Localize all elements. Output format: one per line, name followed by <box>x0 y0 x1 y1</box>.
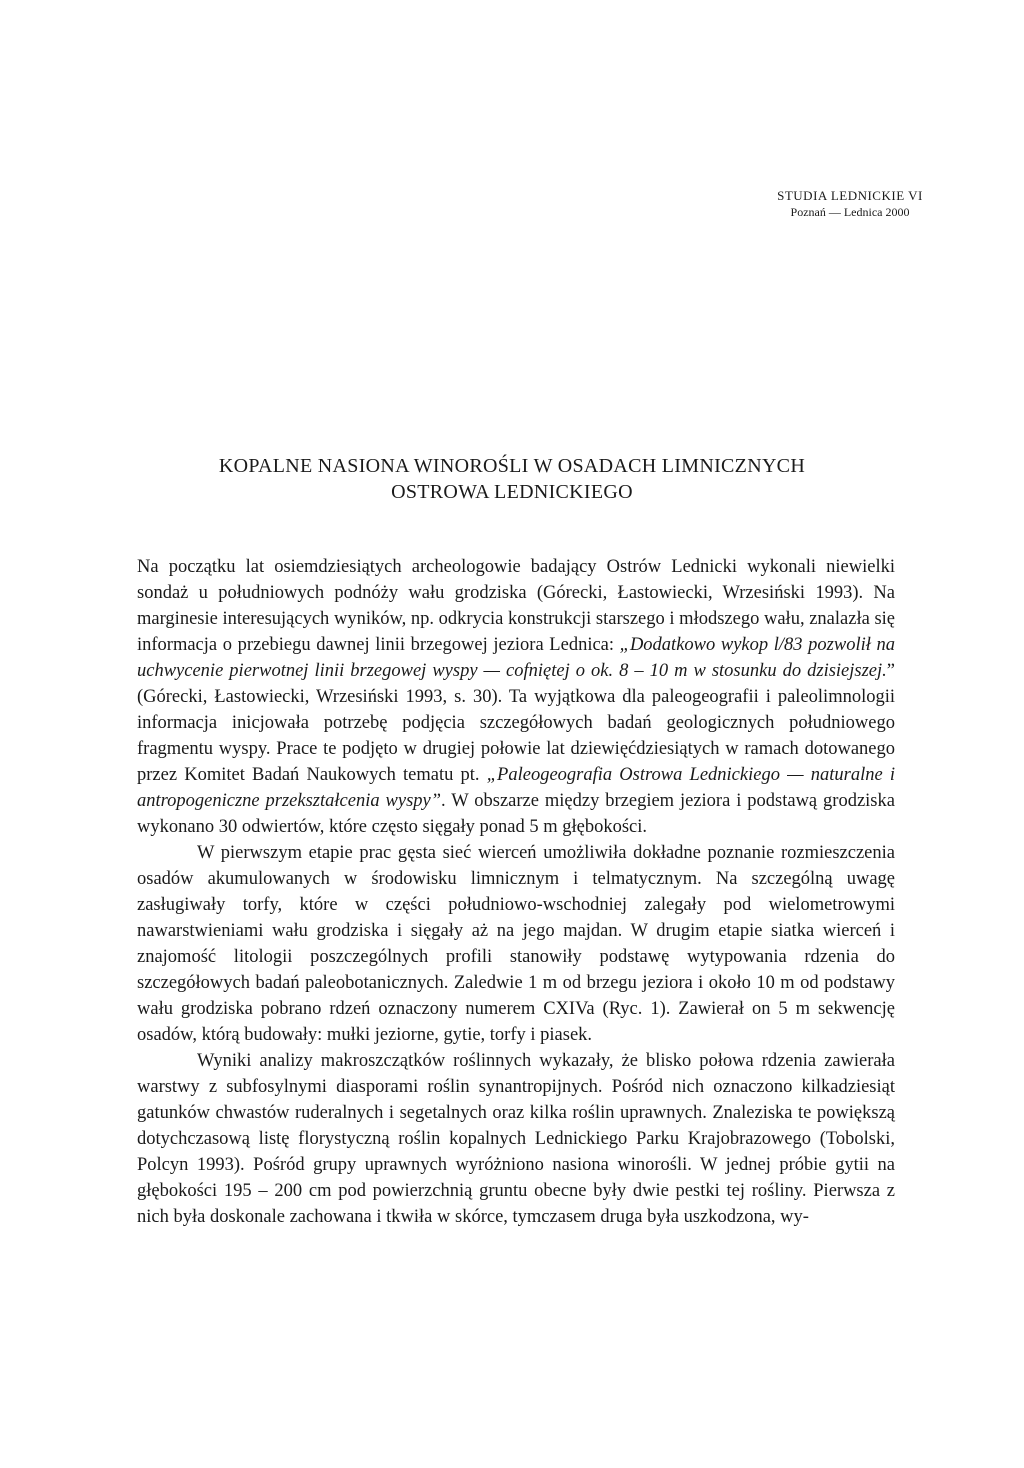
paragraph-text: ” (Górecki, Łastowiecki, Wrzesiński 1993, s. 30). Ta wyjątkowa dla paleogeografii i paleolimnologii informacja inicjowała potrzebę podjęcia szczegółowych badań geologicznych południowego fragmentu wyspy. Prace te podjęto w drugiej połowie lat dziewięćdziesiątych w ramach dotowanego przez Komitet Badań Naukowych tematu pt. <box>137 661 895 785</box>
quoted-italic-text: „Paleogeografia Ostrowa Lednickiego — naturalne i antropogeniczne przekształcenia wyspy” <box>137 765 895 811</box>
paragraph-text: Na początku lat osiemdziesiątych archeologowie badający Ostrów Lednicki wykonali niewielki sondaż u południowych podnóży wału grodziska (Górecki, Łastowiecki, Wrzesiński 1993). Na marginesie interesujących wyników, np. odkrycia konstrukcji starszego i młodszego wału, znalazła się informacja o przebiegu dawnej linii brzegowej jeziora Lednica: <box>137 557 895 655</box>
article-title <box>130 453 894 505</box>
article-title-line-1: KOPALNE NASIONA WINOROŚLI W OSADACH LIMNICZNYCH <box>218 455 806 477</box>
body-paragraph <box>137 1048 895 1230</box>
running-head <box>760 187 940 221</box>
paragraph-text: W pierwszym etapie prac gęsta sieć wierceń umożliwiła dokładne poznanie rozmieszczenia osadów akumulowanych w środowisku limnicznym i telmatycznym. Na szczególną uwagę zasługiwały torfy, które w części południowo-wschodniej zalegały pod wielometrowymi nawarstwieniami wału grodziska i sięgały aż na jego majdan. W drugim etapie siatka wierceń i znajomość litologii poszczególnych profili stanowiły podstawę wytypowania rdzenia do szczegółowych badań paleobotanicznych. Zaledwie 1 m od brzegu jeziora i około 10 m od podstawy wału grodziska pobrano rdzeń oznaczony numerem CXIVa (Ryc. 1). Zawierał on 5 m sekwencję osadów, którą budowały: mułki jeziorne, gytie, torfy i piasek. <box>137 843 895 1045</box>
quoted-italic-text: „Dodatkowo wykop l/83 pozwolił na uchwycenie pierwotnej linii brzegowej wyspy — cofniętej o ok. 8 – 10 m w stosunku do dzisiejszej. <box>137 635 896 681</box>
journal-place-year: Poznań — Lednica 2000 <box>790 205 910 219</box>
paragraph-text: . W obszarze między brzegiem jeziora i podstawą grodziska wykonano 30 odwiertów, które często sięgały ponad 5 m głębokości. <box>137 791 895 837</box>
article-body <box>137 554 895 1230</box>
body-paragraph <box>137 554 895 840</box>
journal-series: STUDIA LEDNICKIE VI <box>777 188 923 203</box>
body-paragraph <box>137 840 895 1048</box>
paragraph-text: Wyniki analizy makroszczątków roślinnych wykazały, że blisko połowa rdzenia zawierała warstwy z subfosylnymi diasporami roślin synantropijnych. Pośród nich oznaczono kilkadziesiąt gatunków chwastów ruderalnych i segetalnych oraz kilka roślin uprawnych. Znaleziska te powiększą dotychczasową listę florystyczną roślin kopalnych Lednickiego Parku Krajobrazowego (Tobolski, Polcyn 1993). Pośród grupy uprawnych wyróżniono nasiona winorośli. W jednej próbie gytii na głębokości 195 – 200 cm pod powierzchnią gruntu obecne były dwie pestki tej rośliny. Pierwsza z nich była doskonale zachowana i tkwiła w skórce, tymczasem druga była uszkodzona, wy- <box>137 1051 895 1227</box>
article-title-line-2: OSTROWA LEDNICKIEGO <box>391 481 633 503</box>
